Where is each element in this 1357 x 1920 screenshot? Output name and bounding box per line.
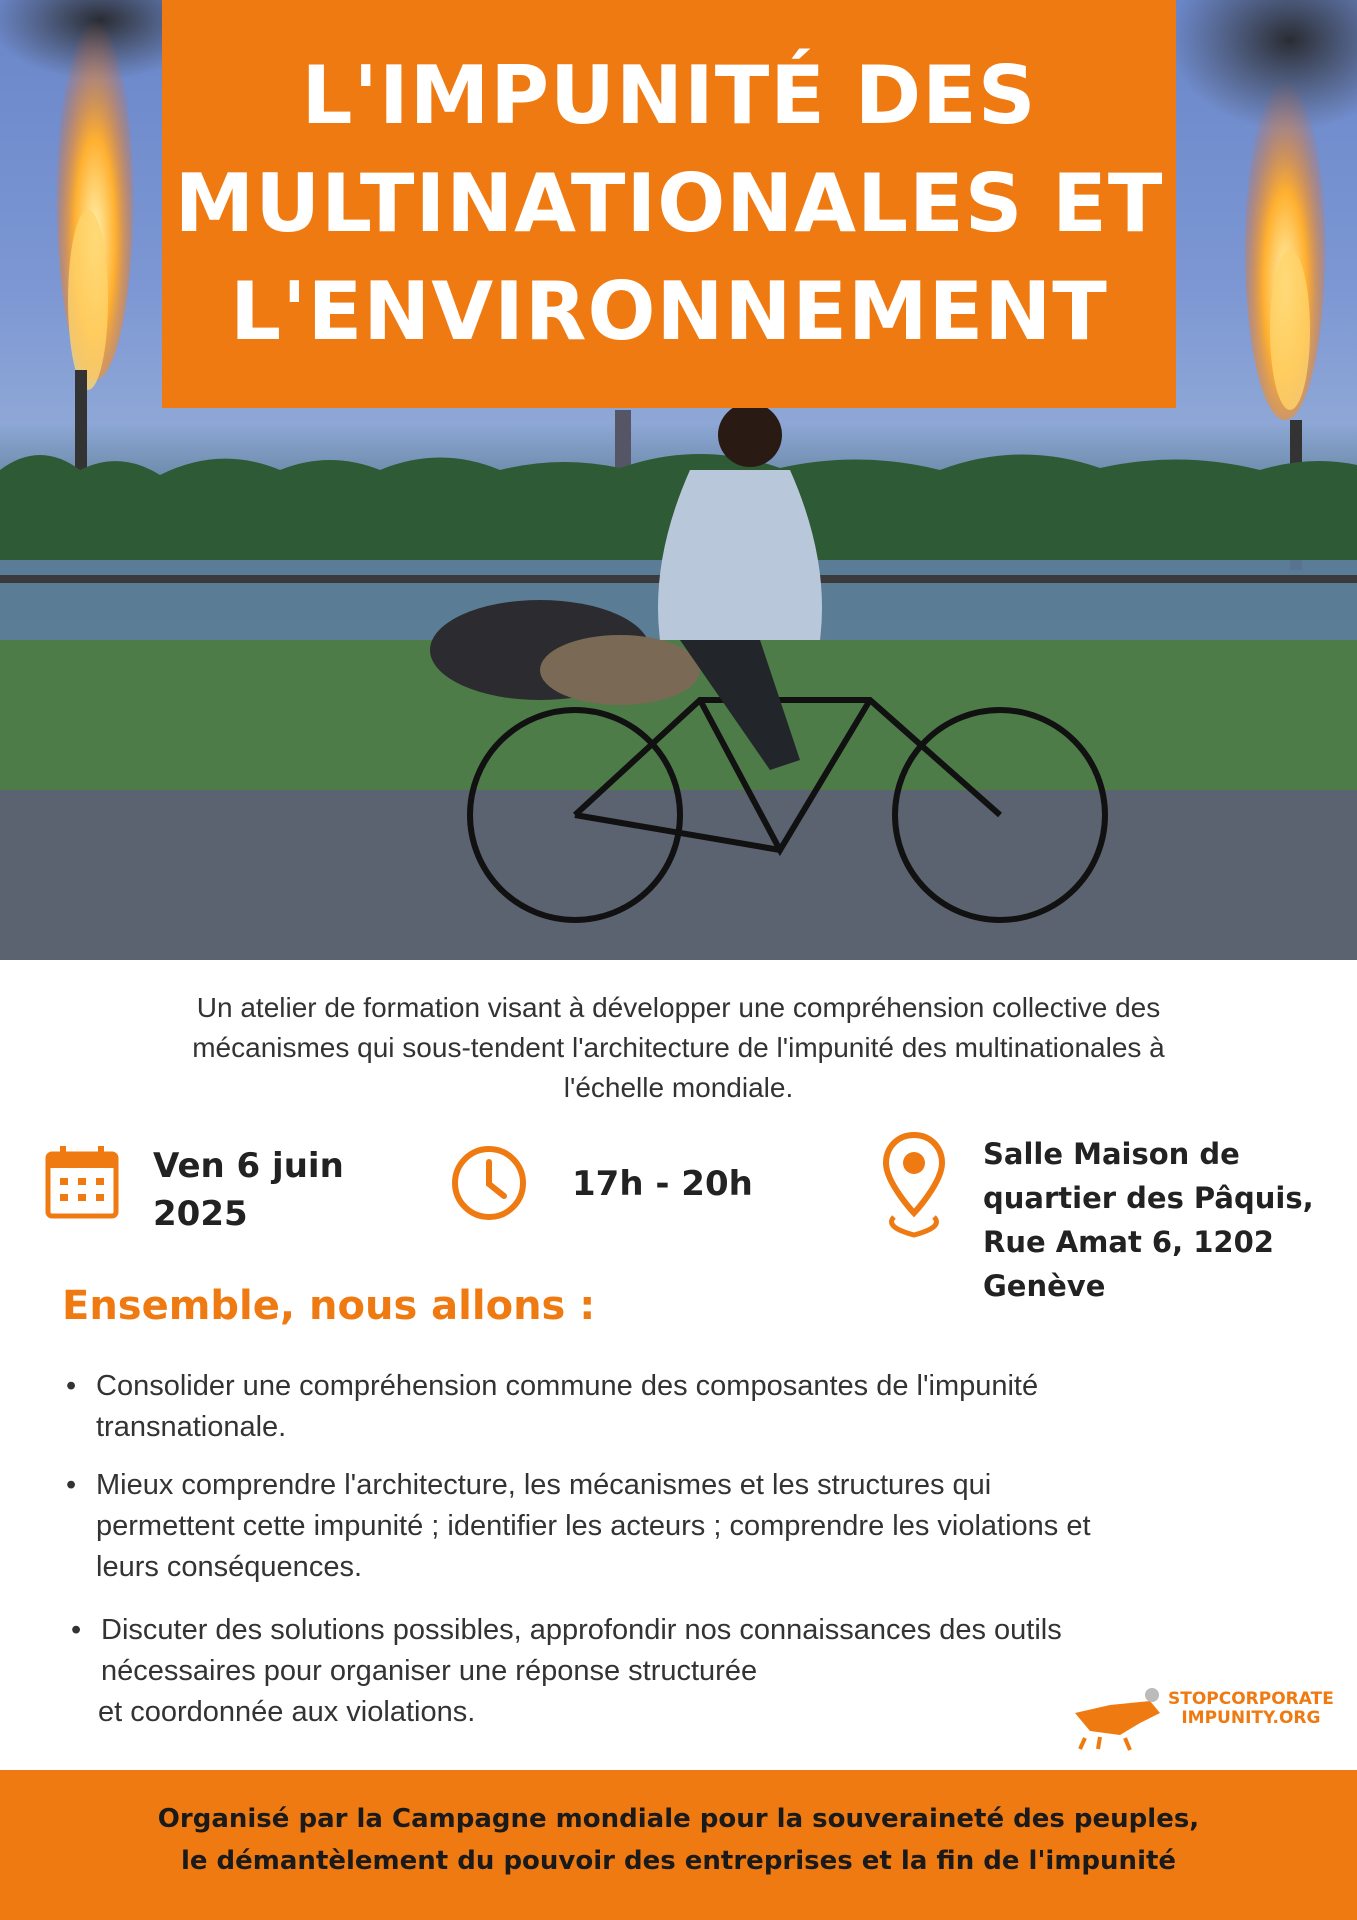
event-location <box>983 1132 1314 1308</box>
clock-icon <box>450 1144 528 1222</box>
bullet-item-1 <box>66 1366 1296 1448</box>
section-title: Ensemble, nous allons : <box>62 1283 596 1329</box>
bullet-marker: • <box>66 1370 77 1402</box>
intro-paragraph <box>60 988 1297 1108</box>
title-banner <box>162 0 1176 408</box>
logo-text-line-1: STOPCORPORATE <box>1168 1689 1334 1709</box>
bullet-3-line-2: nécessaires pour organiser une réponse structurée <box>101 1655 758 1687</box>
bullet-1-line-2: transnationale. <box>96 1411 287 1443</box>
logo-text <box>1168 1690 1334 1728</box>
map-pin-icon <box>880 1131 948 1239</box>
bullet-2-line-1: Mieux comprendre l'architecture, les mécanismes et les structures qui <box>96 1469 992 1501</box>
intro-line-2: mécanismes qui sous-tendent l'architecture de l'impunité des multinationales à <box>192 1032 1165 1063</box>
title-line-3: L'ENVIRONNEMENT <box>230 265 1108 358</box>
bullet-item-2 <box>66 1465 1296 1588</box>
event-date <box>153 1142 344 1238</box>
bullet-2-line-2: permettent cette impunité ; identifier les acteurs ; comprendre les violations et <box>96 1510 1091 1542</box>
bullet-3-line-1: Discuter des solutions possibles, approfondir nos connaissances des outils <box>101 1614 1062 1646</box>
bullet-1-line-1: Consolider une compréhension commune des composantes de l'impunité <box>96 1370 1039 1402</box>
footer-line-1: Organisé par la Campagne mondiale pour la souveraineté des peuples, <box>157 1804 1200 1834</box>
title-line-1: L'IMPUNITÉ DES <box>301 49 1037 142</box>
event-location-line-4: Genève <box>983 1269 1106 1303</box>
intro-line-1: Un atelier de formation visant à développer une compréhension collective des <box>196 992 1161 1023</box>
title-line-2: MULTINATIONALES ET <box>174 157 1164 250</box>
bullet-marker: • <box>71 1614 82 1646</box>
event-location-line-2: quartier des Pâquis, <box>983 1181 1314 1215</box>
stopcorporateimpunity-logo <box>1070 1683 1334 1753</box>
event-time: 17h - 20h <box>572 1164 753 1204</box>
footer-banner <box>0 1770 1357 1920</box>
bullet-2-line-3: leurs conséquences. <box>96 1551 362 1583</box>
intro-line-3: l'échelle mondiale. <box>563 1072 794 1103</box>
event-location-line-3: Rue Amat 6, 1202 <box>983 1225 1274 1259</box>
logo-text-line-2: IMPUNITY.ORG <box>1181 1708 1321 1728</box>
bullet-marker: • <box>66 1469 77 1501</box>
bullet-3-line-3: et coordonnée aux violations. <box>98 1696 476 1728</box>
footer-line-2: le démantèlement du pouvoir des entreprises et la fin de l'impunité <box>180 1846 1177 1876</box>
calendar-icon <box>44 1144 120 1220</box>
event-date-line-2: 2025 <box>153 1194 248 1234</box>
logo-figure-icon <box>1070 1683 1170 1753</box>
event-date-line-1: Ven 6 juin <box>153 1146 344 1186</box>
event-location-line-1: Salle Maison de <box>983 1137 1240 1171</box>
